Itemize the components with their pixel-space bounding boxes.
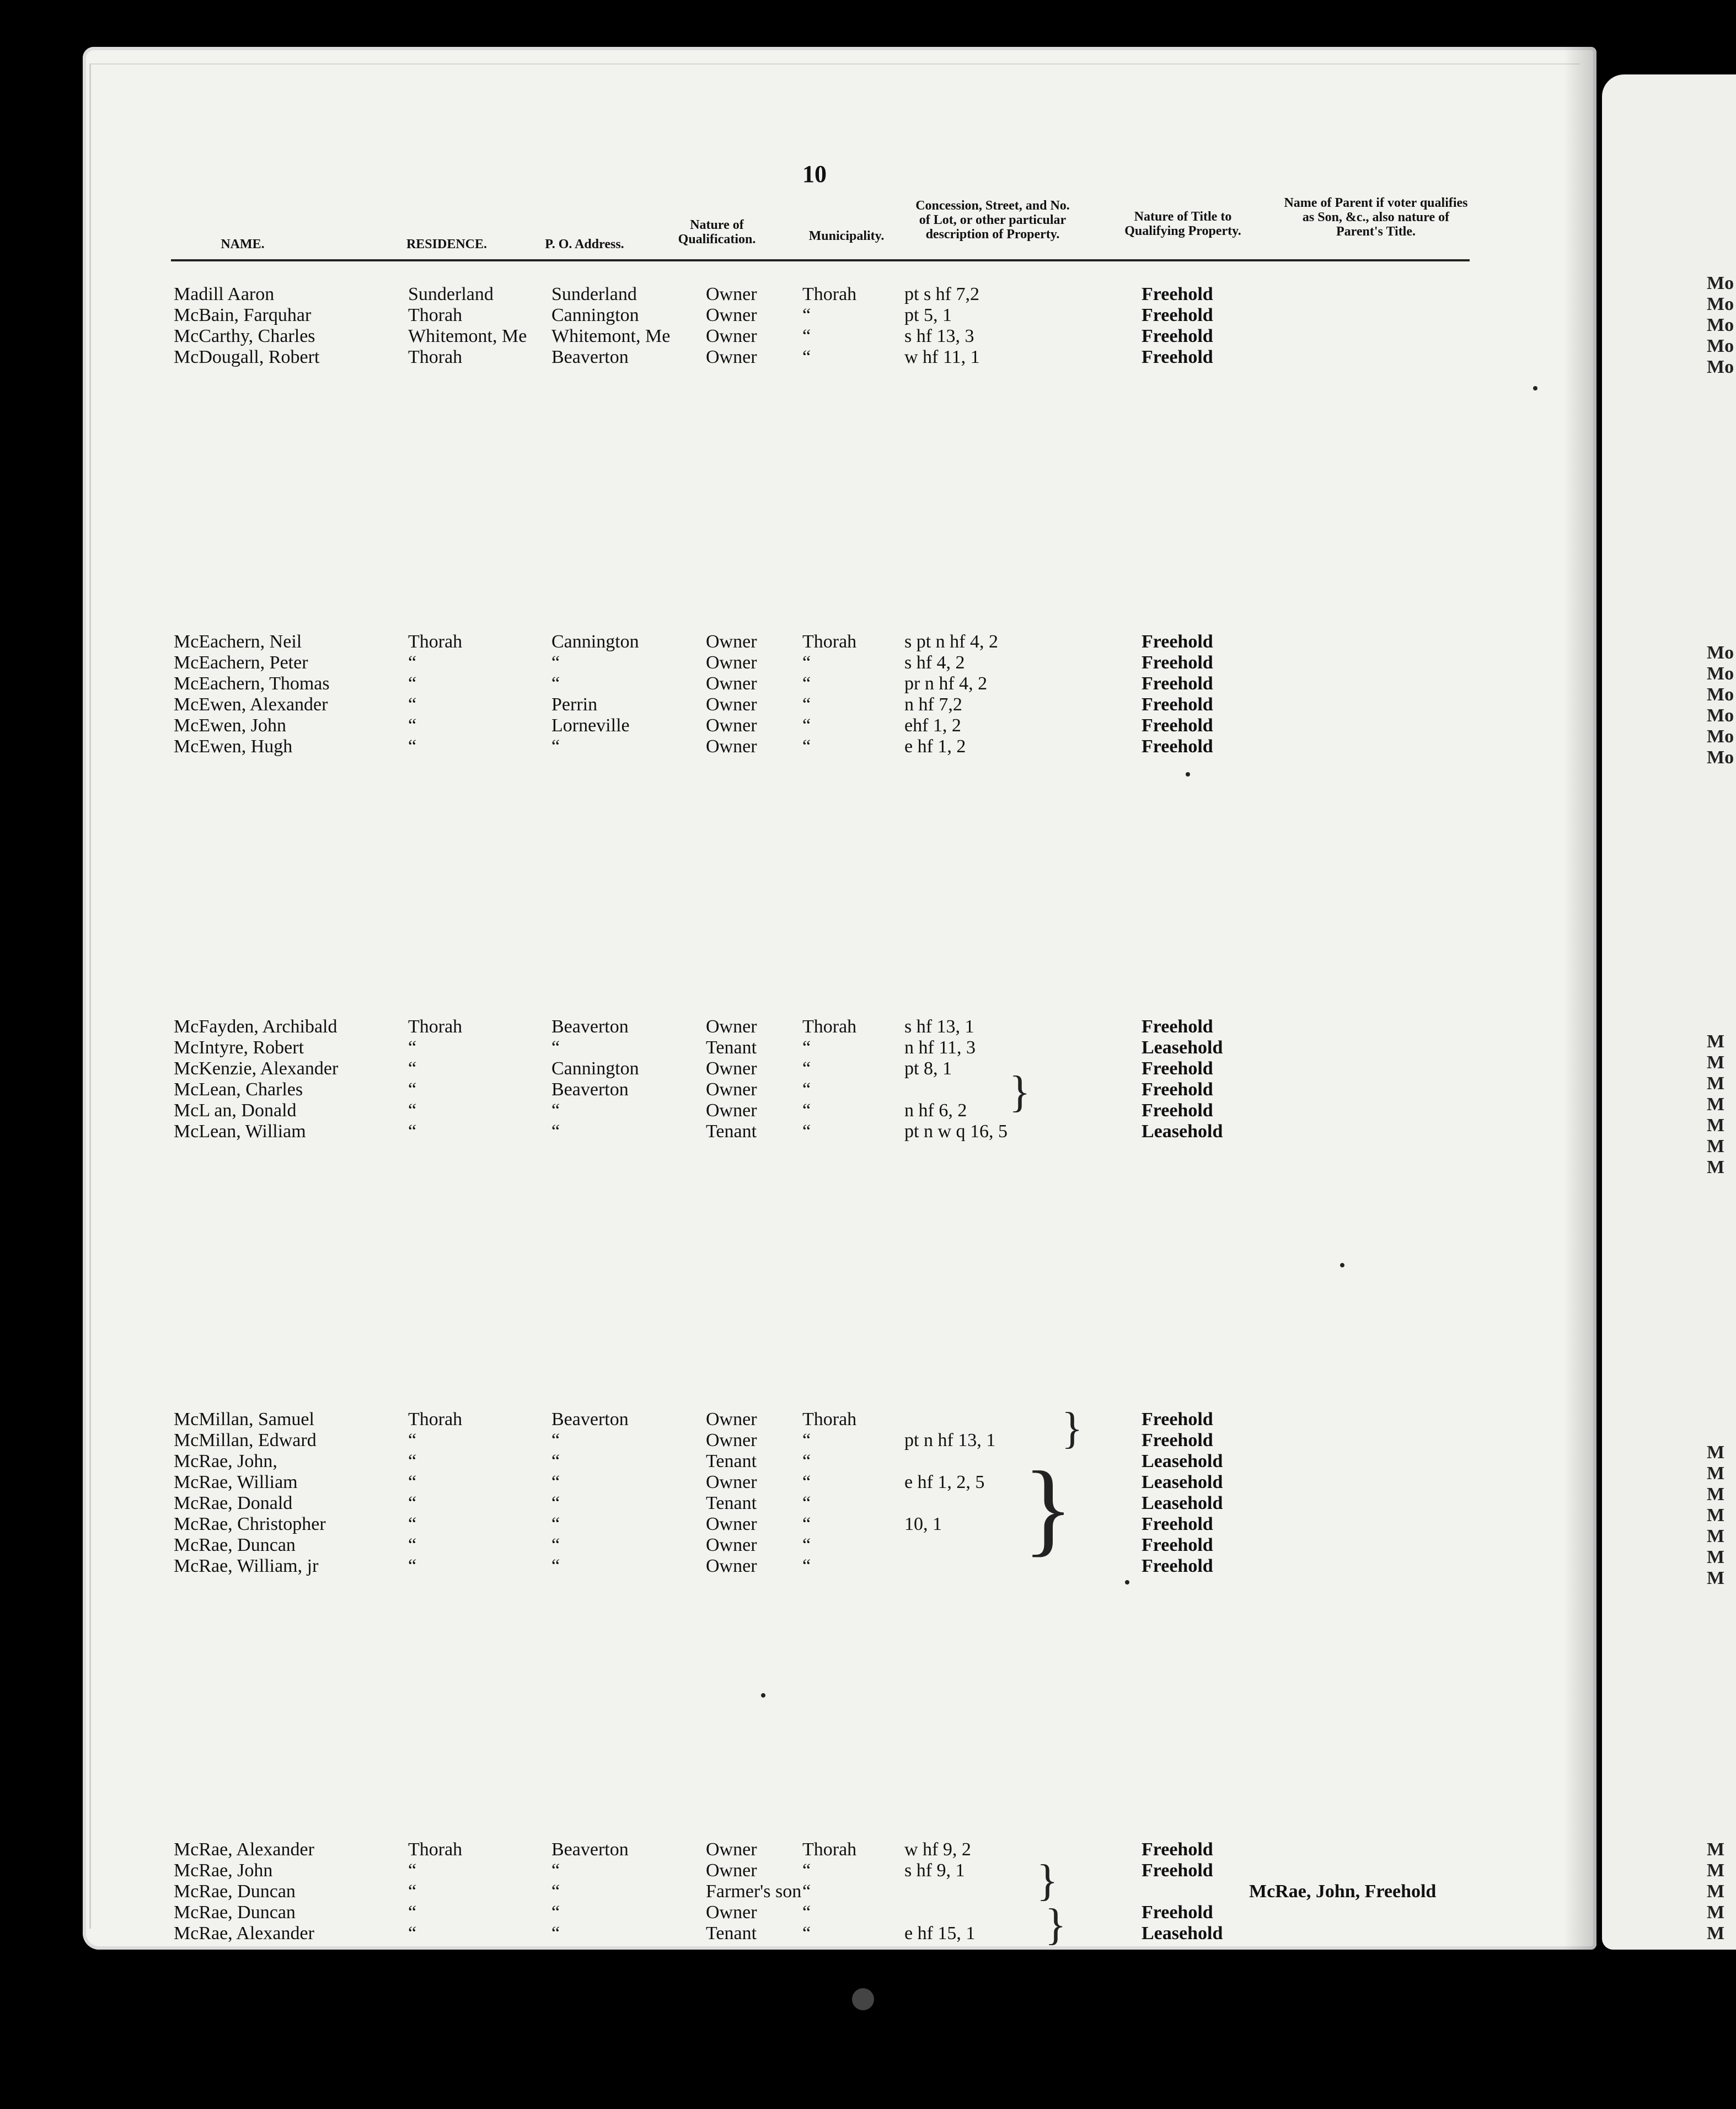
adjacent-page-fragment: M bbox=[1707, 1115, 1725, 1136]
title-nature: Freehold bbox=[1142, 1514, 1213, 1534]
voter-name: McRae, John, bbox=[174, 1451, 277, 1471]
residence: Whitemont, Me bbox=[408, 326, 527, 346]
residence: “ bbox=[408, 1037, 417, 1058]
po-address: Cannington bbox=[551, 1058, 639, 1079]
lot-description: s hf 13, 1 bbox=[904, 1016, 974, 1037]
lot-description: ehf 1, 2 bbox=[904, 715, 961, 736]
voter-name: McBain, Farquhar bbox=[174, 305, 312, 325]
adjacent-page-fragment: M bbox=[1707, 1923, 1725, 1944]
residence: “ bbox=[408, 1451, 417, 1471]
po-address: Sunderland bbox=[551, 284, 637, 304]
qualification: Owner bbox=[706, 631, 757, 652]
po-address: “ bbox=[551, 1451, 560, 1471]
title-nature: Freehold bbox=[1142, 1100, 1213, 1121]
title-nature: Leasehold bbox=[1142, 1493, 1223, 1513]
municipality: “ bbox=[802, 1037, 811, 1058]
municipality: “ bbox=[802, 715, 811, 736]
adjacent-page-fragment: Mo bbox=[1707, 315, 1734, 335]
qualification: Owner bbox=[706, 1079, 757, 1100]
po-address: “ bbox=[551, 1100, 560, 1121]
voter-name: McLean, William bbox=[174, 1121, 306, 1142]
lot-description: pt n hf 13, 1 bbox=[904, 1430, 996, 1450]
qualification: Owner bbox=[706, 1409, 757, 1430]
po-address: “ bbox=[551, 652, 560, 673]
title-nature: Freehold bbox=[1142, 1535, 1213, 1555]
residence: Thorah bbox=[408, 1409, 463, 1430]
header-concession: Concession, Street, and No. of Lot, or other particular description of Property. bbox=[915, 199, 1070, 242]
residence: “ bbox=[408, 652, 417, 673]
municipality: “ bbox=[802, 326, 811, 346]
po-address: “ bbox=[551, 1902, 560, 1923]
title-nature: Freehold bbox=[1142, 673, 1213, 694]
adjacent-page-fragment: Mo bbox=[1707, 273, 1734, 293]
header-rule bbox=[171, 259, 1470, 261]
title-nature: Freehold bbox=[1142, 694, 1213, 715]
adjacent-page-fragment: M bbox=[1707, 1031, 1725, 1052]
lot-description: 10, 1 bbox=[904, 1514, 942, 1534]
po-address: “ bbox=[551, 1860, 560, 1881]
adjacent-page-fragment: M bbox=[1707, 1568, 1725, 1588]
lot-description: s hf 4, 2 bbox=[904, 652, 965, 673]
brace-mclean: } bbox=[1009, 1068, 1031, 1116]
voter-name: McRae, John bbox=[174, 1860, 273, 1881]
adjacent-page-fragment: M bbox=[1707, 1442, 1725, 1463]
header-po-address: P. O. Address. bbox=[545, 237, 624, 251]
qualification: Owner bbox=[706, 347, 757, 367]
residence: Thorah bbox=[408, 347, 463, 367]
title-nature: Freehold bbox=[1142, 715, 1213, 736]
lot-description: w hf 11, 1 bbox=[904, 347, 980, 367]
header-parent: Name of Parent if voter qualifies as Son, &c., also nature of Parent's Title. bbox=[1284, 196, 1468, 239]
municipality: “ bbox=[802, 305, 811, 325]
print-speck bbox=[1533, 386, 1537, 390]
adjacent-page-fragment: M bbox=[1707, 1547, 1725, 1567]
qualification: Owner bbox=[706, 715, 757, 736]
adjacent-page-fragment: M bbox=[1707, 1157, 1725, 1177]
voter-name: McRae, Alexander bbox=[174, 1923, 314, 1944]
adjacent-page-fragment: Mo bbox=[1707, 643, 1734, 663]
qualification: Owner bbox=[706, 1860, 757, 1881]
title-nature: Leasehold bbox=[1142, 1923, 1223, 1944]
po-address: Beaverton bbox=[551, 1079, 629, 1100]
residence: “ bbox=[408, 1430, 417, 1450]
title-nature: Freehold bbox=[1142, 305, 1213, 325]
qualification: Owner bbox=[706, 1839, 757, 1860]
voter-name: McRae, Donald bbox=[174, 1493, 293, 1513]
po-address: Lorneville bbox=[551, 715, 630, 736]
qualification: Owner bbox=[706, 1016, 757, 1037]
municipality: “ bbox=[802, 1902, 811, 1923]
po-address: “ bbox=[551, 1430, 560, 1450]
adjacent-page-fragment: M bbox=[1707, 1839, 1725, 1860]
title-nature: Freehold bbox=[1142, 326, 1213, 346]
header-residence: RESIDENCE. bbox=[406, 237, 487, 251]
po-address: Beaverton bbox=[551, 1409, 629, 1430]
residence: “ bbox=[408, 715, 417, 736]
title-nature: Freehold bbox=[1142, 1860, 1213, 1881]
brace-mcrae-john: } bbox=[1037, 1856, 1058, 1905]
adjacent-page-fragment: Mo bbox=[1707, 336, 1734, 356]
po-address: Whitemont, Me bbox=[551, 326, 671, 346]
title-nature: Freehold bbox=[1142, 1839, 1213, 1860]
qualification: Tenant bbox=[706, 1451, 757, 1471]
print-speck bbox=[761, 1693, 765, 1698]
voter-name: McIntyre, Robert bbox=[174, 1037, 304, 1058]
qualification: Owner bbox=[706, 305, 757, 325]
po-address: Beaverton bbox=[551, 1016, 629, 1037]
lot-description: s hf 9, 1 bbox=[904, 1860, 965, 1881]
municipality: “ bbox=[802, 1923, 811, 1944]
title-nature: Freehold bbox=[1142, 1016, 1213, 1037]
qualification: Owner bbox=[706, 673, 757, 694]
voter-name: McDougall, Robert bbox=[174, 347, 320, 367]
header-name: NAME. bbox=[221, 237, 265, 251]
adjacent-page-fragment: M bbox=[1707, 1052, 1725, 1073]
municipality: “ bbox=[802, 1535, 811, 1555]
municipality: “ bbox=[802, 1881, 811, 1902]
lot-description: n hf 11, 3 bbox=[904, 1037, 976, 1058]
title-nature: Freehold bbox=[1142, 736, 1213, 757]
header-title: Nature of Title to Qualifying Property. bbox=[1124, 210, 1241, 238]
residence: “ bbox=[408, 1860, 417, 1881]
municipality: Thorah bbox=[802, 631, 857, 652]
residence: “ bbox=[408, 673, 417, 694]
title-nature: Leasehold bbox=[1142, 1037, 1223, 1058]
municipality: Thorah bbox=[802, 284, 857, 304]
qualification: Owner bbox=[706, 1430, 757, 1450]
po-address: Perrin bbox=[551, 694, 598, 715]
adjacent-page-fragment: Mo bbox=[1707, 747, 1734, 768]
voter-name: McEachern, Thomas bbox=[174, 673, 330, 694]
municipality: “ bbox=[802, 1079, 811, 1100]
adjacent-page bbox=[1602, 74, 1736, 1950]
residence: “ bbox=[408, 1514, 417, 1534]
adjacent-page-fragment: M bbox=[1707, 1526, 1725, 1546]
print-speck bbox=[1186, 772, 1190, 777]
title-nature: Freehold bbox=[1142, 1430, 1213, 1450]
print-speck bbox=[1125, 1580, 1129, 1585]
qualification: Owner bbox=[706, 736, 757, 757]
voter-name: McEwen, Alexander bbox=[174, 694, 328, 715]
residence: Thorah bbox=[408, 631, 463, 652]
municipality: “ bbox=[802, 1493, 811, 1513]
title-nature: Freehold bbox=[1142, 652, 1213, 673]
qualification: Owner bbox=[706, 326, 757, 346]
voter-name: McRae, William, jr bbox=[174, 1556, 319, 1576]
voter-name: McKenzie, Alexander bbox=[174, 1058, 339, 1079]
qualification: Owner bbox=[706, 1535, 757, 1555]
adjacent-page-fragment: Mo bbox=[1707, 684, 1734, 705]
lot-description: pt 5, 1 bbox=[904, 305, 952, 325]
municipality: “ bbox=[802, 673, 811, 694]
title-nature: Freehold bbox=[1142, 1079, 1213, 1100]
lot-description: e hf 15, 1 bbox=[904, 1923, 976, 1944]
voter-name: McL an, Donald bbox=[174, 1100, 297, 1121]
voter-name: McRae, Duncan bbox=[174, 1535, 296, 1555]
lot-description: n hf 6, 2 bbox=[904, 1100, 967, 1121]
voter-name: McMillan, Samuel bbox=[174, 1409, 314, 1430]
voter-name: McEachern, Peter bbox=[174, 652, 308, 673]
lot-description: pt 8, 1 bbox=[904, 1058, 952, 1079]
voter-name: McRae, Duncan bbox=[174, 1902, 296, 1923]
residence: “ bbox=[408, 1923, 417, 1944]
po-address: “ bbox=[551, 1493, 560, 1513]
qualification: Tenant bbox=[706, 1037, 757, 1058]
municipality: Thorah bbox=[802, 1016, 857, 1037]
voter-name: McMillan, Edward bbox=[174, 1430, 317, 1450]
title-nature: Freehold bbox=[1142, 1556, 1213, 1576]
qualification: Owner bbox=[706, 652, 757, 673]
header-municipality: Municipality. bbox=[808, 229, 885, 243]
po-address: “ bbox=[551, 1556, 560, 1576]
adjacent-page-fragment: M bbox=[1707, 1902, 1725, 1923]
residence: “ bbox=[408, 1121, 417, 1142]
adjacent-page-fragment: M bbox=[1707, 1881, 1725, 1902]
qualification: Owner bbox=[706, 1514, 757, 1534]
qualification: Owner bbox=[706, 284, 757, 304]
page-number: 10 bbox=[802, 160, 827, 188]
qualification: Tenant bbox=[706, 1923, 757, 1944]
lot-description: pt s hf 7,2 bbox=[904, 284, 979, 304]
municipality: “ bbox=[802, 1451, 811, 1471]
qualification: Owner bbox=[706, 1902, 757, 1923]
po-address: “ bbox=[551, 1881, 560, 1902]
brace-mcmillan: } bbox=[1062, 1404, 1083, 1453]
title-nature: Freehold bbox=[1142, 1058, 1213, 1079]
qualification: Owner bbox=[706, 1100, 757, 1121]
po-address: “ bbox=[551, 1037, 560, 1058]
residence: “ bbox=[408, 1472, 417, 1492]
lot-description: s hf 13, 3 bbox=[904, 326, 974, 346]
residence: Thorah bbox=[408, 1839, 463, 1860]
adjacent-page-fragment: Mo bbox=[1707, 357, 1734, 377]
residence: Sunderland bbox=[408, 284, 494, 304]
municipality: “ bbox=[802, 1472, 811, 1492]
residence: “ bbox=[408, 1100, 417, 1121]
adjacent-page-fragment: Mo bbox=[1707, 294, 1734, 314]
residence: “ bbox=[408, 1493, 417, 1513]
po-address: “ bbox=[551, 1535, 560, 1555]
title-nature: Leasehold bbox=[1142, 1121, 1223, 1142]
lot-description: w hf 9, 2 bbox=[904, 1839, 971, 1860]
qualification: Owner bbox=[706, 694, 757, 715]
po-address: “ bbox=[551, 1121, 560, 1142]
lot-description: pt n w q 16, 5 bbox=[904, 1121, 1008, 1142]
qualification: Tenant bbox=[706, 1493, 757, 1513]
voter-name: Madill Aaron bbox=[174, 284, 275, 304]
brace-mcrae-group: } bbox=[1023, 1450, 1074, 1566]
municipality: “ bbox=[802, 652, 811, 673]
voter-name: McRae, Duncan bbox=[174, 1881, 296, 1902]
print-speck bbox=[852, 1988, 874, 2010]
qualification: Owner bbox=[706, 1058, 757, 1079]
adjacent-page-fragment: M bbox=[1707, 1073, 1725, 1094]
residence: “ bbox=[408, 1535, 417, 1555]
municipality: “ bbox=[802, 694, 811, 715]
po-address: Cannington bbox=[551, 305, 639, 325]
title-nature: Freehold bbox=[1142, 631, 1213, 652]
po-address: “ bbox=[551, 1514, 560, 1534]
lot-description: n hf 7,2 bbox=[904, 694, 962, 715]
adjacent-page-fragment: M bbox=[1707, 1484, 1725, 1505]
lot-description: e hf 1, 2, 5 bbox=[904, 1472, 985, 1492]
title-nature: Leasehold bbox=[1142, 1451, 1223, 1471]
po-address: “ bbox=[551, 1472, 560, 1492]
adjacent-page-fragment: M bbox=[1707, 1136, 1725, 1157]
municipality: “ bbox=[802, 347, 811, 367]
residence: Thorah bbox=[408, 1016, 463, 1037]
residence: “ bbox=[408, 1881, 417, 1902]
adjacent-page-fragment: Mo bbox=[1707, 705, 1734, 726]
po-address: “ bbox=[551, 1923, 560, 1944]
voter-name: McLean, Charles bbox=[174, 1079, 303, 1100]
qualification: Tenant bbox=[706, 1121, 757, 1142]
header-qualification: Nature of Qualification. bbox=[678, 218, 756, 247]
municipality: “ bbox=[802, 1100, 811, 1121]
brace-mcrae-alexander: } bbox=[1045, 1901, 1067, 1949]
po-address: “ bbox=[551, 673, 560, 694]
municipality: “ bbox=[802, 736, 811, 757]
spine-shadow bbox=[1563, 47, 1596, 1950]
voter-name: McEwen, Hugh bbox=[174, 736, 293, 757]
lot-description: pr n hf 4, 2 bbox=[904, 673, 988, 694]
title-nature: Freehold bbox=[1142, 1409, 1213, 1430]
po-address: Beaverton bbox=[551, 1839, 629, 1860]
po-address: Cannington bbox=[551, 631, 639, 652]
voter-name: McCarthy, Charles bbox=[174, 326, 315, 346]
adjacent-page-fragment: M bbox=[1707, 1505, 1725, 1525]
title-nature: Freehold bbox=[1142, 1902, 1213, 1923]
title-nature: Leasehold bbox=[1142, 1472, 1223, 1492]
adjacent-page-fragment: Mo bbox=[1707, 663, 1734, 684]
print-speck bbox=[1340, 1263, 1344, 1267]
qualification: Farmer's son bbox=[706, 1881, 802, 1902]
adjacent-page-fragment: Mo bbox=[1707, 726, 1734, 747]
parent-title: McRae, John, Freehold bbox=[1249, 1881, 1437, 1902]
municipality: “ bbox=[802, 1514, 811, 1534]
residence: “ bbox=[408, 694, 417, 715]
residence: “ bbox=[408, 1556, 417, 1576]
po-address: Beaverton bbox=[551, 347, 629, 367]
title-nature: Freehold bbox=[1142, 347, 1213, 367]
municipality: “ bbox=[802, 1430, 811, 1450]
residence: “ bbox=[408, 1079, 417, 1100]
municipality: “ bbox=[802, 1058, 811, 1079]
voter-name: McRae, William bbox=[174, 1472, 298, 1492]
voter-name: McFayden, Archibald bbox=[174, 1016, 337, 1037]
adjacent-page-fragment: M bbox=[1707, 1094, 1725, 1115]
title-nature: Freehold bbox=[1142, 284, 1213, 304]
residence: “ bbox=[408, 1902, 417, 1923]
municipality: “ bbox=[802, 1121, 811, 1142]
municipality: Thorah bbox=[802, 1409, 857, 1430]
adjacent-page-fragment: M bbox=[1707, 1860, 1725, 1881]
voter-name: McRae, Christopher bbox=[174, 1514, 326, 1534]
residence: “ bbox=[408, 1058, 417, 1079]
adjacent-page-fragment: M bbox=[1707, 1463, 1725, 1484]
lot-description: s pt n hf 4, 2 bbox=[904, 631, 998, 652]
residence: “ bbox=[408, 736, 417, 757]
voter-name: McRae, Alexander bbox=[174, 1839, 314, 1860]
municipality: “ bbox=[802, 1860, 811, 1881]
qualification: Owner bbox=[706, 1556, 757, 1576]
lot-description: e hf 1, 2 bbox=[904, 736, 966, 757]
qualification: Owner bbox=[706, 1472, 757, 1492]
po-address: “ bbox=[551, 736, 560, 757]
residence: Thorah bbox=[408, 305, 463, 325]
municipality: Thorah bbox=[802, 1839, 857, 1860]
voter-name: McEwen, John bbox=[174, 715, 286, 736]
municipality: “ bbox=[802, 1556, 811, 1576]
voter-name: McEachern, Neil bbox=[174, 631, 302, 652]
